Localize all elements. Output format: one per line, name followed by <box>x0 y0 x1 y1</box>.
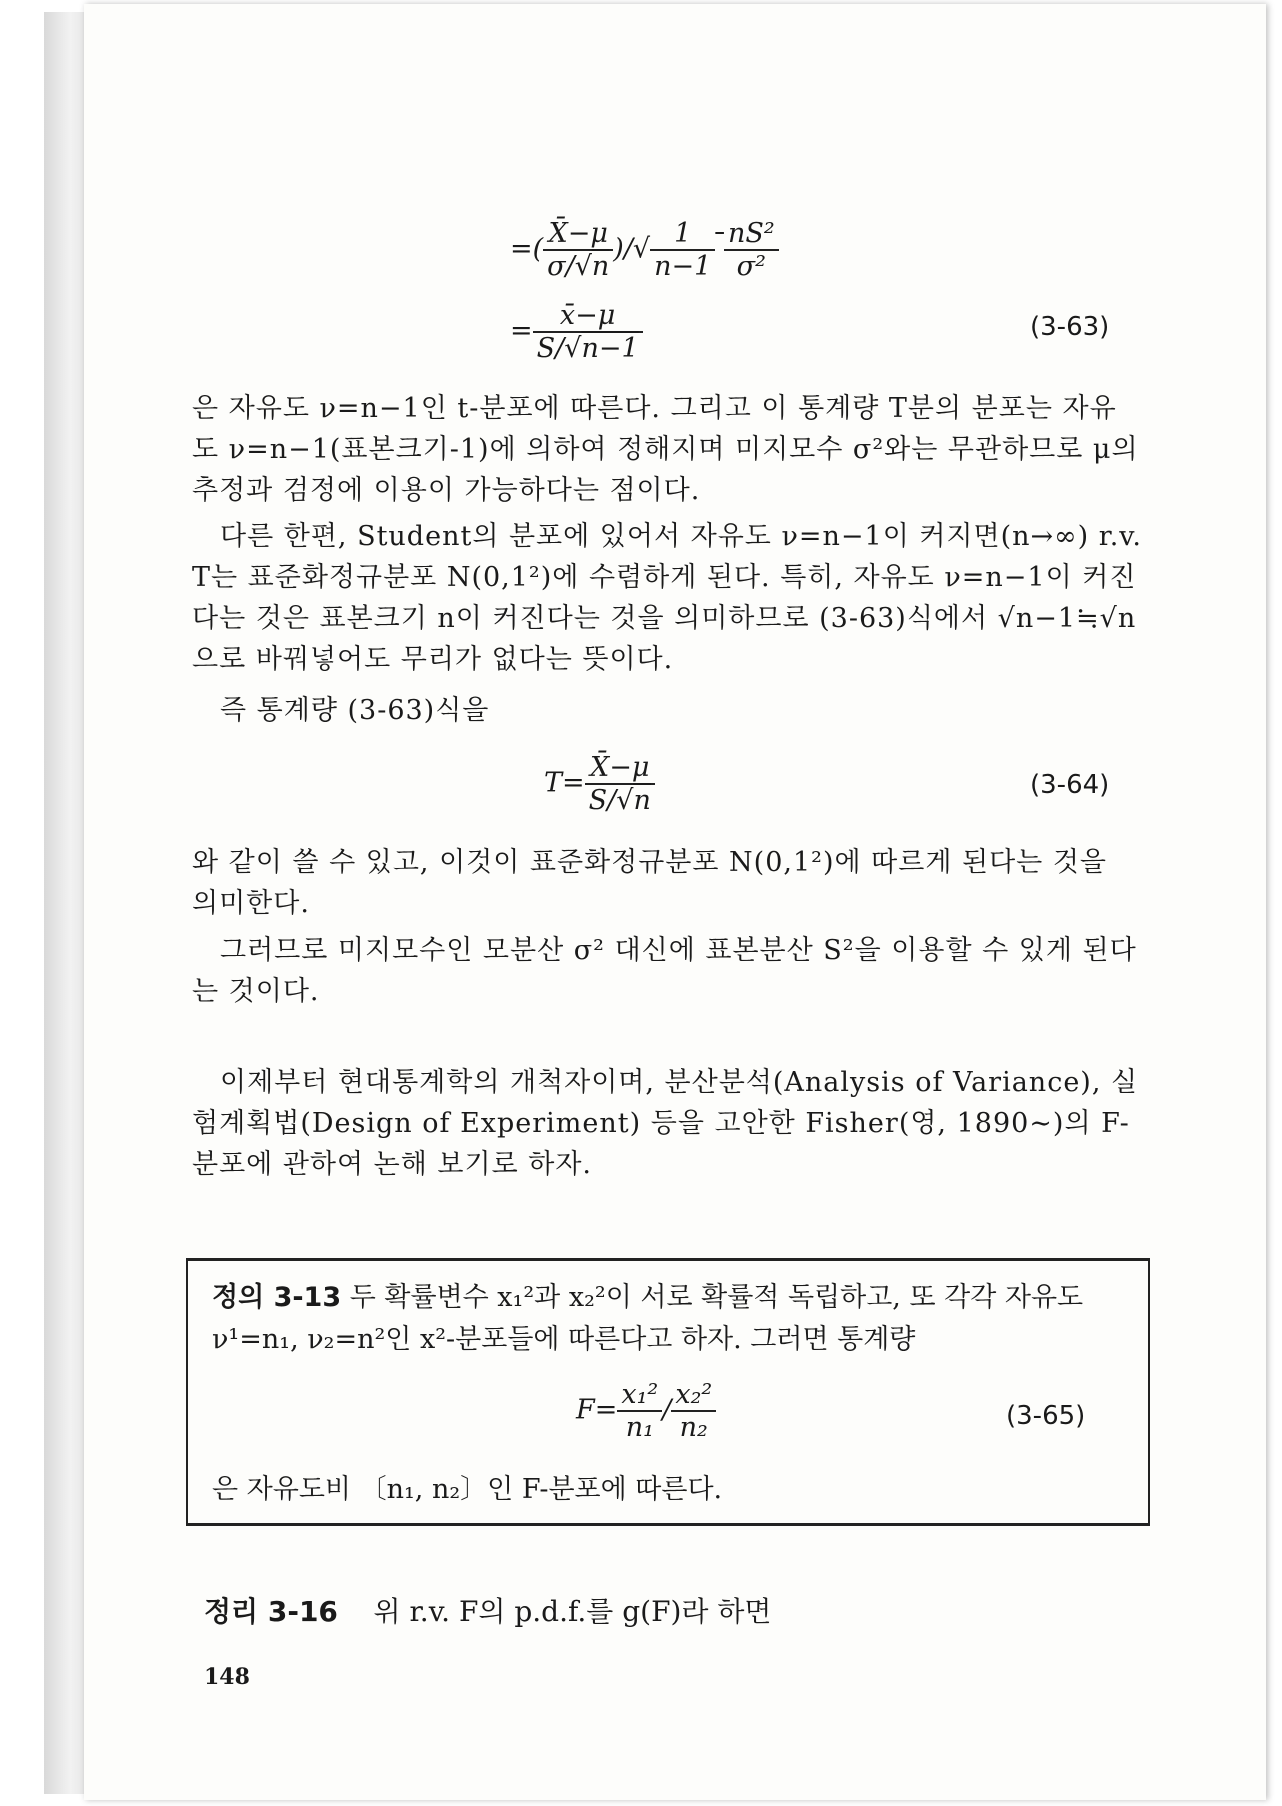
theorem-text: 위 r.v. F의 p.d.f.를 g(F)라 하면 <box>373 1595 772 1628</box>
equation-3-63-line1: =( $\frac{X̄-\mu}{\sigma/√n}$ )/√ $\frac{1}{n-1}$ $\frac{\text{nS²}}{\text{σ²}}$ <box>510 218 779 282</box>
definition-conclusion: 은 자유도비 〔n₁, n₂〕인 F-분포에 따른다. <box>212 1474 723 1505</box>
equation-3-65: F= $\frac{\text{x₁²}}{\text{n₁}}$ / $\frac{\text{x₂²}}{\text{n₂}}$ <box>576 1379 716 1443</box>
theorem-3-16 <box>204 1590 771 1630</box>
equation-number-3-65: (3-65) <box>1006 1401 1086 1431</box>
paragraph-fisher: 이제부터 현대통계학의 개척자이며, 분산분석(Analysis of Variance), 실험계획법(Design of Experiment) 등을 고안한 Fisher(영, 1890∼)의 F-분포에 관하여 논해 보기로 하자. <box>192 1067 1139 1180</box>
equation-3-63-line2: = $\frac{x̄-\mu}{S/√n-1}$ <box>510 300 643 364</box>
definition-body: 두 확률변수 x₁²과 x₂²이 서로 확률적 독립하고, 또 각각 자유도 ν¹=n₁, ν₂=n²인 x²-분포들에 따른다고 하자. 그러면 통계량 <box>212 1282 1084 1355</box>
equation-number-3-64: (3-64) <box>1030 770 1110 800</box>
paragraph-statistic-intro: 즉 통계량 (3-63)식을 <box>220 695 490 726</box>
equation-3-64: T= $\frac{X̄-\mu}{S/√n}$ <box>544 752 655 816</box>
paragraph-normal: 와 같이 쓸 수 있고, 이것이 표준화정규분포 N(0,1²)에 따르게 된다는 것을 의미한다. <box>192 847 1107 919</box>
theorem-label: 정리 3-16 <box>204 1595 338 1628</box>
paragraph-student: 다른 한편, Student의 분포에 있어서 자유도 ν=n−1이 커지면(n→∞) r.v. T는 표준화정규분포 N(0,1²)에 수렴하게 된다. 특히, 자유도 ν=n−1이 커진다는 것은 표본크기 n이 커진다는 것을 의미하므로 (3-63)식에서 √n−1≒√n으로 바꿔넣어도 무리가 없다는 뜻이다. <box>192 521 1142 675</box>
book-spine <box>44 12 88 1794</box>
definition-box <box>186 1258 1150 1526</box>
equation-number-3-63: (3-63) <box>1030 312 1110 342</box>
definition-label: 정의 3-13 <box>212 1282 342 1313</box>
paragraph-variance: 그러므로 미지모수인 모분산 σ² 대신에 표본분산 S²을 이용할 수 있게 된다는 것이다. <box>192 935 1137 1007</box>
page-number: 148 <box>204 1664 250 1690</box>
paragraph-t-distribution: 은 자유도 ν=n−1인 t-분포에 따른다. 그리고 이 통계량 T분의 분포는 자유도 ν=n−1(표본크기-1)에 의하여 정해지며 미지모수 σ²와는 무관하므로 μ의 추정과 검정에 이용이 가능하다는 점이다. <box>192 393 1139 506</box>
definition-text <box>212 1277 1122 1361</box>
